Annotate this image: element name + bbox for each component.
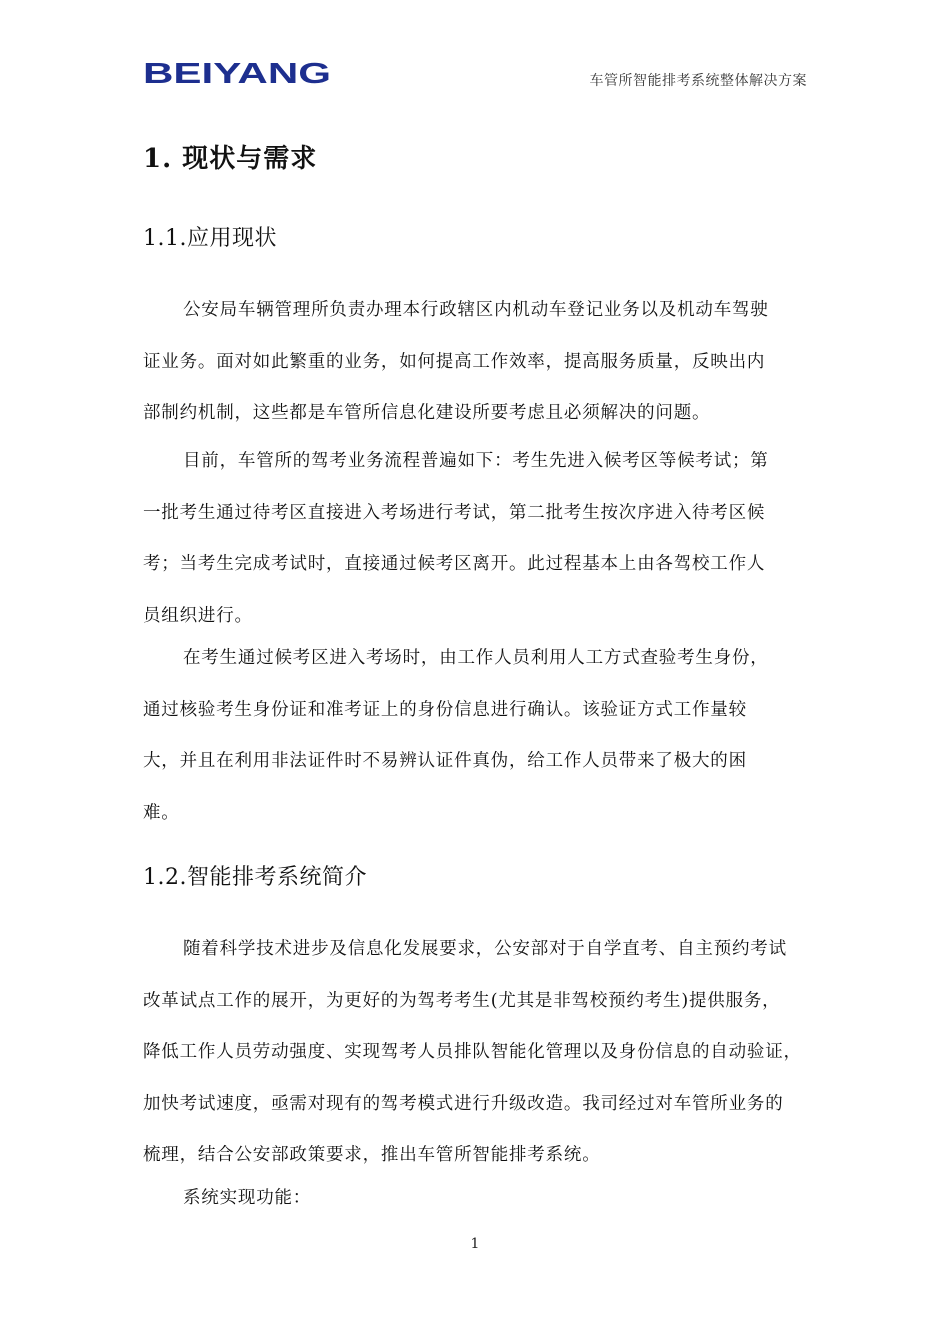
section-1-1-heading: 1.1.应用现状 <box>143 226 277 251</box>
paragraph-line: 部制约机制，这些都是车管所信息化建设所要考虑且必须解决的问题。 <box>143 403 711 423</box>
paragraph-identity-check <box>143 648 829 854</box>
paragraph-exam-process <box>143 451 829 657</box>
paragraph-line: 通过核验考生身份证和准考证上的身份信息进行确认。该验证方式工作量较 <box>143 699 747 720</box>
paragraph-system-functions <box>143 1188 829 1240</box>
paragraph-line: 随着科学技术进步及信息化发展要求，公安部对于自学直考、自主预约考试 <box>183 939 787 959</box>
paragraph-line: 一批考生通过待考区直接进入考场进行考试，第二批考生按次序进入待考区候 <box>143 502 766 523</box>
paragraph-line: 加快考试速度，亟需对现有的驾考模式进行升级改造。我司经过对车管所业务的 <box>143 1093 784 1114</box>
paragraph-line: 证业务。面对如此繁重的业务，如何提高工作效率，提高服务质量，反映出内 <box>143 351 766 372</box>
paragraph-line: 在考生通过候考区进入考场时，由工作人员利用人工方式查验考生身份， <box>183 648 769 668</box>
section-1-2-heading: 1.2.智能排考系统简介 <box>143 865 367 890</box>
beiyang-logo-graphic <box>143 59 333 87</box>
page-number: 1 <box>470 1236 480 1252</box>
paragraph-line: 员组织进行。 <box>143 605 253 626</box>
paragraph-line: 梳理，结合公安部政策要求，推出车管所智能排考系统。 <box>143 1145 601 1165</box>
section-1-heading: 1. 现状与需求 <box>143 144 318 174</box>
paragraph-line: 难。 <box>143 802 180 823</box>
paragraph-line: 降低工作人员劳动强度、实现驾考人员排队智能化管理以及身份信息的自动验证， <box>143 1042 802 1062</box>
paragraph-system-intro <box>143 939 829 1197</box>
paragraph-line: 改革试点工作的展开，为更好的为驾考考生(尤其是非驾校预约考生)提供服务， <box>143 990 781 1011</box>
paragraph-line: 公安局车辆管理所负责办理本行政辖区内机动车登记业务以及机动车驾驶 <box>183 300 769 320</box>
document-header-title: 车管所智能排考系统整体解决方案 <box>589 73 807 89</box>
paragraph-line: 考；当考生完成考试时，直接通过候考区离开。此过程基本上由各驾校工作人 <box>143 554 766 574</box>
paragraph-line: 大，并且在利用非法证件时不易辨认证件真伪，给工作人员带来了极大的困 <box>143 751 747 771</box>
paragraph-line: 系统实现功能： <box>183 1188 312 1208</box>
paragraph-registry-business <box>143 300 829 455</box>
beiyang-logo <box>143 59 333 87</box>
svg-text:BEIYANG: BEIYANG <box>143 59 331 87</box>
paragraph-line: 目前，车管所的驾考业务流程普遍如下：考生先进入候考区等候考试；第 <box>183 451 769 471</box>
